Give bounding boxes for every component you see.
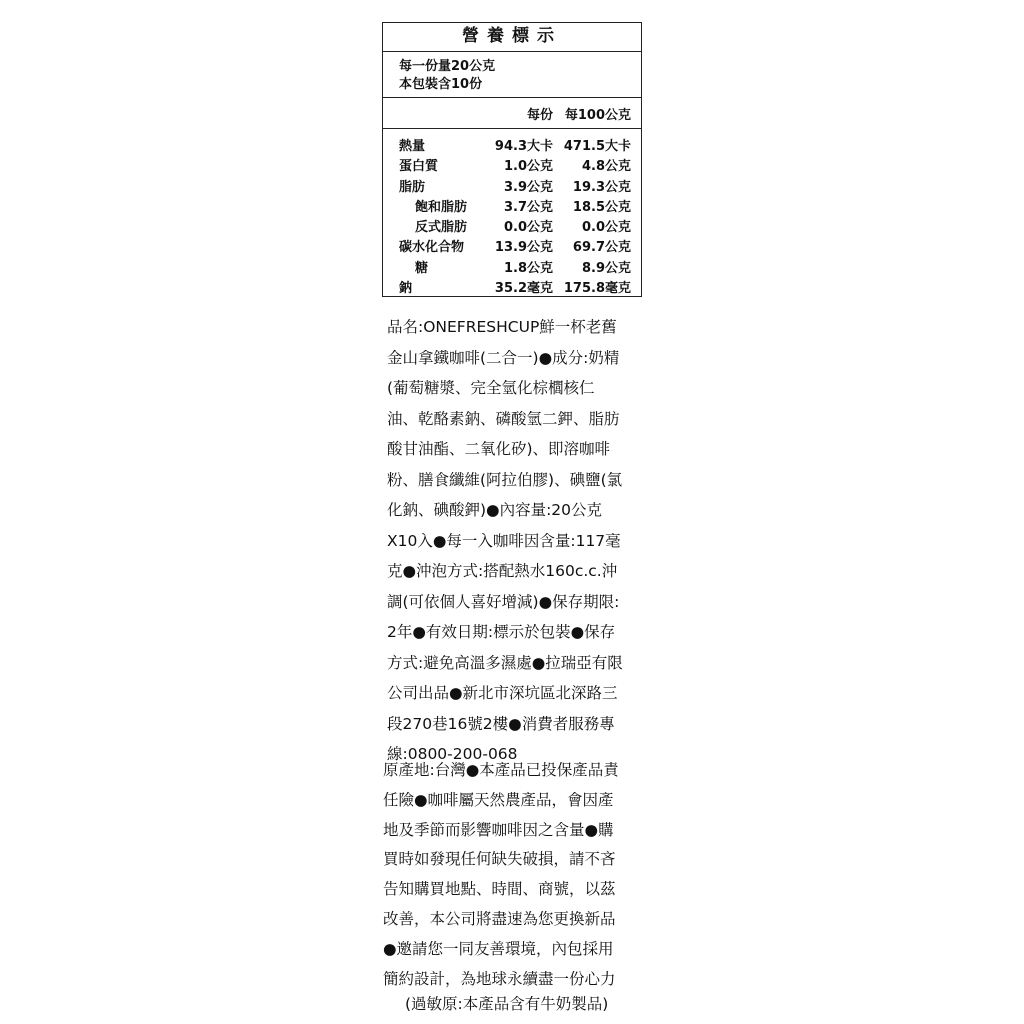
per-serving-value: 3.7公克: [503, 199, 553, 215]
per-serving-value: 94.3大卡: [494, 139, 553, 154]
serving-info: [383, 52, 641, 98]
nutrition-rows: [383, 129, 641, 299]
per-100g-value: 69.7公克: [572, 240, 631, 256]
nutrient-label: 飽和脂肪: [415, 199, 468, 215]
text-line: 段270巷16號2樓●消費者服務專: [387, 714, 615, 733]
allergen-notice: (過敏原:本產品含有牛奶製品): [405, 995, 609, 1013]
header-per-100g: 每100公克: [564, 108, 631, 123]
serving-size: 每一份量20公克: [399, 59, 496, 74]
nutrient-label: 脂肪: [399, 179, 426, 195]
text-line: 粉、膳食纖維(阿拉伯膠)、碘鹽(氯: [387, 470, 623, 489]
text-line: 地及季節而影響咖啡因之含量●購: [383, 820, 614, 839]
text-line: 線:0800-200-068: [387, 745, 518, 763]
text-line: 金山拿鐵咖啡(二合一)●成分:奶精: [387, 348, 620, 367]
per-100g-value: 4.8公克: [581, 159, 631, 175]
text-line: 原產地:台灣●本產品已投保產品責: [383, 761, 619, 779]
nutrient-label: 反式脂肪: [415, 220, 468, 236]
nutrient-label: 熱量: [399, 139, 426, 154]
text-line: 調(可依個人喜好增減)●保存期限:: [387, 592, 620, 611]
per-100g-value: 175.8毫克: [563, 281, 631, 297]
per-100g-value: 8.9公克: [581, 260, 631, 276]
per-100g-value: 19.3公克: [572, 179, 631, 195]
header-per-serving: 每份: [526, 108, 553, 123]
text-line: 克●沖泡方式:搭配熱水160c.c.沖: [387, 562, 618, 580]
text-line: 告知購買地點、時間、商號，以茲: [383, 880, 616, 899]
text-line: 改善，本公司將盡速為您更換新品: [383, 909, 616, 928]
nutrition-row: [383, 157, 641, 177]
per-serving-value: 3.9公克: [503, 179, 553, 195]
text-line: 公司出品●新北市深坑區北深路三: [387, 684, 618, 702]
nutrition-row: [383, 259, 641, 279]
origin-notice-text: [383, 755, 648, 993]
per-serving-value: 0.0公克: [503, 220, 553, 236]
nutrition-row: [383, 238, 641, 258]
nutrition-row: [383, 137, 641, 157]
per-serving-value: 13.9公克: [494, 240, 553, 256]
per-100g-value: 471.5大卡: [563, 139, 631, 154]
text-line: 酸甘油酯、二氧化矽)、即溶咖啡: [387, 440, 611, 458]
product-ingredients-text: [387, 312, 642, 770]
text-line: X10入●每一入咖啡因含量:117毫: [387, 531, 621, 550]
text-line: 簡約設計，為地球永續盡一份心力: [383, 969, 616, 988]
text-line: (葡萄糖漿、完全氫化棕櫚核仁: [387, 379, 595, 397]
text-line: 任險●咖啡屬天然農產品，會因產: [383, 790, 614, 809]
per-100g-value: 0.0公克: [581, 220, 631, 236]
text-line: 油、乾酪素鈉、磷酸氫二鉀、脂肪: [387, 409, 620, 428]
per-serving-value: 1.8公克: [503, 260, 553, 276]
nutrition-row: [383, 279, 641, 299]
text-line: 買時如發現任何缺失破損，請不吝: [383, 850, 616, 869]
per-serving-value: 35.2毫克: [494, 281, 553, 297]
servings-per-pack: 本包裝含10份: [399, 77, 483, 92]
per-100g-value: 18.5公克: [572, 199, 631, 215]
nutrient-label: 碳水化合物: [399, 240, 465, 256]
nutrient-label: 鈉: [399, 281, 413, 297]
nutrition-row: [383, 218, 641, 238]
nutrition-row: [383, 178, 641, 198]
text-line: ●邀請您一同友善環境，內包採用: [383, 939, 614, 958]
nutrient-label: 糖: [415, 260, 429, 276]
text-line: 2年●有效日期:標示於包裝●保存: [387, 623, 616, 641]
text-line: 化鈉、碘酸鉀)●內容量:20公克: [387, 501, 603, 519]
nutrition-row: [383, 198, 641, 218]
per-serving-value: 1.0公克: [503, 159, 553, 175]
nutrition-column-headers: [383, 98, 641, 129]
nutrition-facts-table: [382, 22, 642, 297]
nutrition-title: 營養標示: [383, 23, 641, 52]
text-line: 品名:ONEFRESHCUP鮮一杯老舊: [387, 318, 617, 336]
text-line: 方式:避免高溫多濕處●拉瑞亞有限: [387, 653, 623, 672]
nutrient-label: 蛋白質: [399, 159, 439, 175]
